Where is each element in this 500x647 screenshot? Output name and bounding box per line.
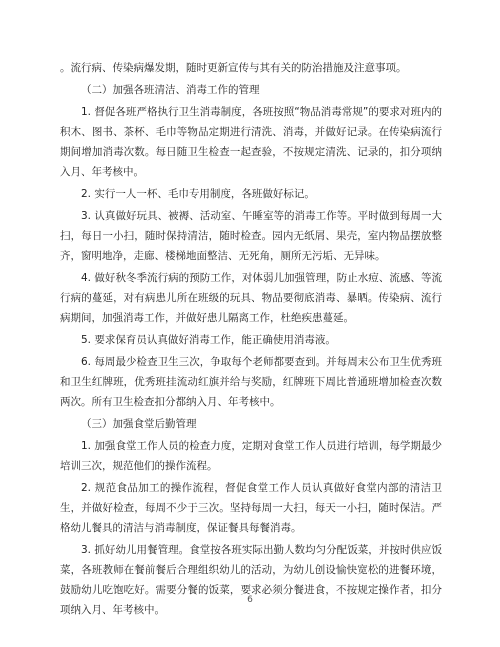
document-body xyxy=(60,58,442,620)
section-heading-2: （二）加强各班清洁、消毒工作的管理 xyxy=(81,84,260,96)
list-item: 4. 做好秋冬季流行病的预防工作，对体弱儿加强管理，防止水痘、流感、等流行病的蔓延，对有病患儿所在班级的玩具、物品要彻底消毒、暴晒。传染病、流行病期间，加强消毒工作，并做好患儿隔离工作，杜绝疾患蔓延。 xyxy=(60,272,442,324)
list-item: 3. 抓好幼儿用餐管理。食堂按各班实际出勤人数均匀分配饭菜，并按时供应饭菜，各班教师在餐前餐后合理组织幼儿的活动，为幼儿创设愉快宽松的进餐环境，鼓励幼儿吃饱吃好。需要分餐的饭菜，要求必须分餐进食，不按规定操作者，扣分项纳入月、年考核中。 xyxy=(60,544,442,616)
continuation-paragraph: 。流行病、传染病爆发期，随时更新宣传与其有关的防治措施及注意事项。 xyxy=(60,62,407,74)
list-item: 3. 认真做好玩具、被褥、活动室、午睡室等的消毒工作等。平时做到每周一大扫，每日一小扫，随时保持清洁，随时检查。园内无纸屑、果壳，室内物品摆放整齐，窗明地净，走廊、楼梯地面整洁、无死角，厕所无污垢、无异味。 xyxy=(60,210,442,262)
list-item: 1. 督促各班严格执行卫生消毒制度，各班按照“物品消毒常规”的要求对班内的积木、图书、茶杯、毛巾等物品定期进行清洗、消毒，并做好记录。在传染病流行期间增加消毒次数。每日随卫生检查一起查验，不按规定清洗、记录的，扣分项纳入月、年考核中。 xyxy=(60,106,442,178)
list-item: 5. 要求保育员认真做好消毒工作，能正确使用消毒液。 xyxy=(81,334,336,346)
list-item: 2. 实行一人一杯、毛巾专用制度，各班做好标记。 xyxy=(81,188,315,200)
list-item: 1. 加强食堂工作人员的检查力度，定期对食堂工作人员进行培训，每学期最少培训三次，规范他们的操作流程。 xyxy=(60,440,442,472)
list-item: 6. 每周最少检查卫生三次，争取每个老师都要查到。并每周末公布卫生优秀班和卫生红牌班，优秀班挂流动红旗并给与奖励，红牌班下周比普通班增加检查次数两次。所有卫生检查扣分都纳入月、年考核中。 xyxy=(60,356,442,408)
page-number: 6 xyxy=(247,595,253,605)
list-item: 2. 规范食品加工的操作流程，督促食堂工作人员认真做好食堂内部的清洁卫生，并做好检查，每周不少于三次。坚持每周一大扫，每天一小扫，随时保洁。严格幼儿餐具的清洁与消毒制度，保证餐具每餐消毒。 xyxy=(60,482,442,534)
section-heading-3: （三）加强食堂后勤管理 xyxy=(81,418,197,430)
